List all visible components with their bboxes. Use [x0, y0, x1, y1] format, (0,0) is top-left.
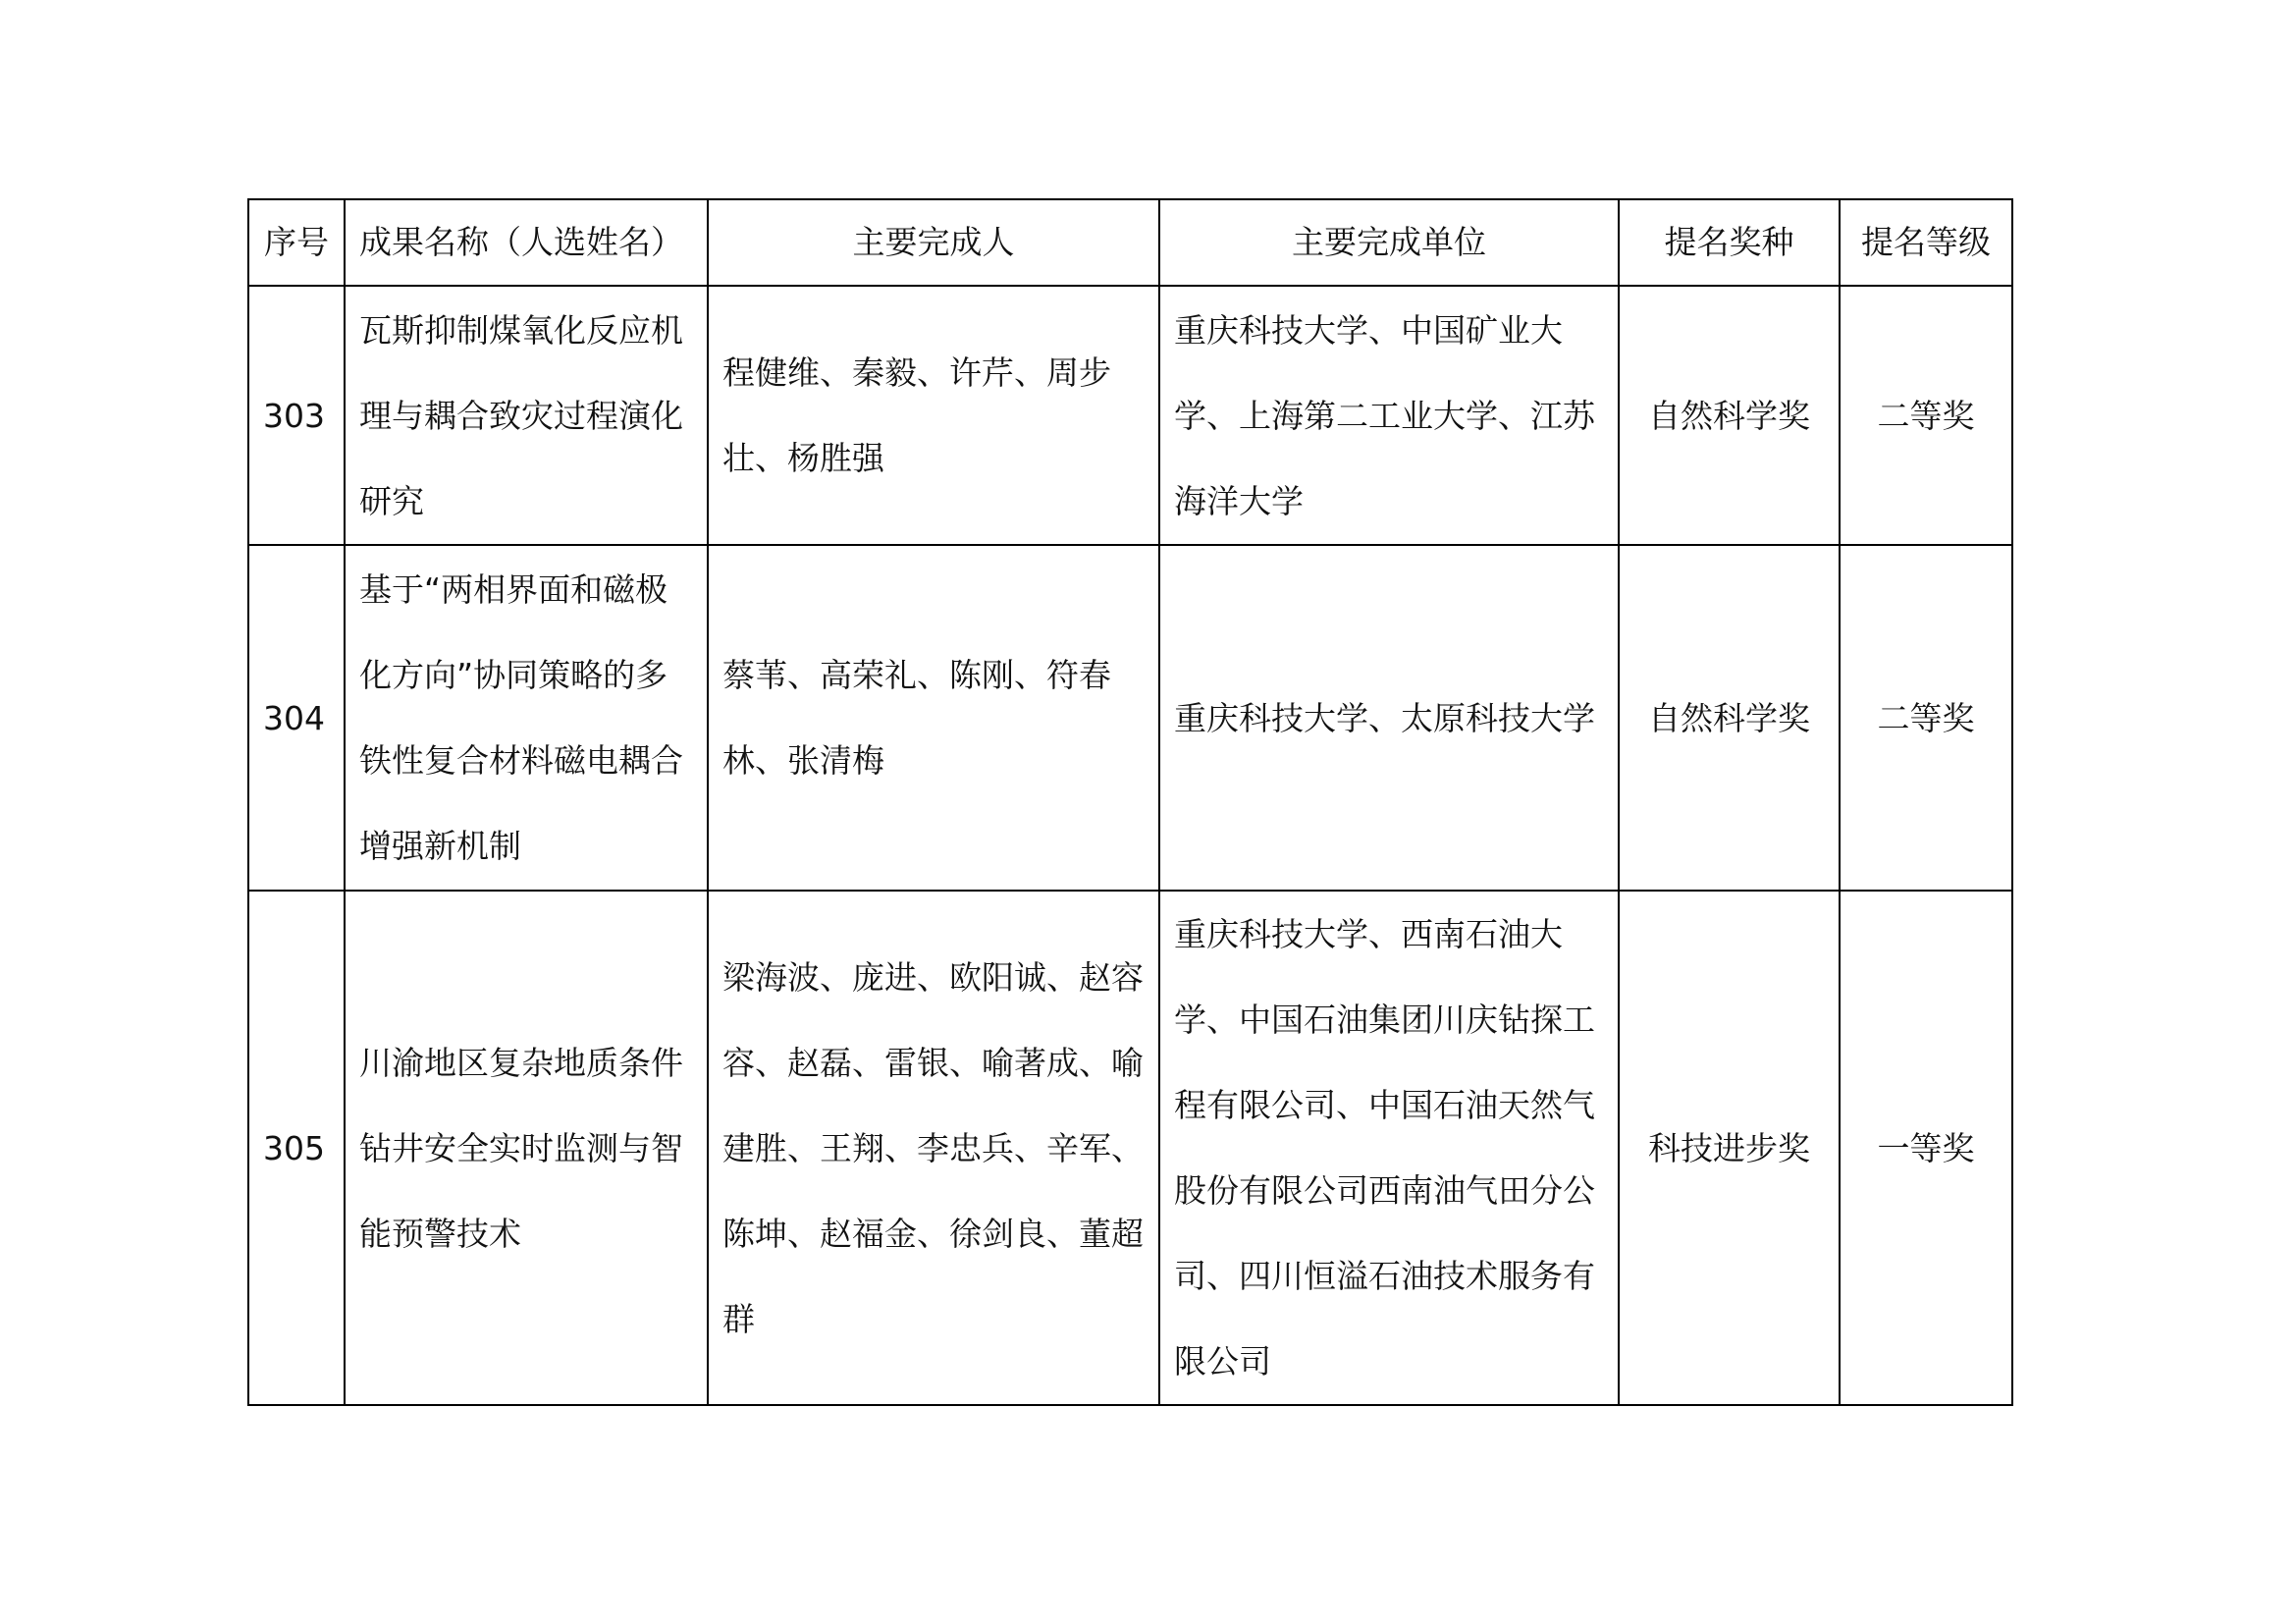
table-row	[248, 891, 2012, 1405]
table-row	[248, 286, 2012, 545]
cell-seq: 305	[248, 891, 345, 1405]
cell-achievement-name: 川渝地区复杂地质条件钻井安全实时监测与智能预警技术	[345, 891, 708, 1405]
table-row	[248, 545, 2012, 891]
cell-main-persons: 程健维、秦毅、许芹、周步壮、杨胜强	[708, 286, 1159, 545]
cell-seq: 304	[248, 545, 345, 891]
header-award-level: 提名等级	[1840, 199, 2012, 286]
award-nomination-table	[247, 198, 2013, 1406]
header-main-persons: 主要完成人	[708, 199, 1159, 286]
cell-achievement-name: 瓦斯抑制煤氧化反应机理与耦合致灾过程演化研究	[345, 286, 708, 545]
cell-award-level: 二等奖	[1840, 545, 2012, 891]
cell-award-type: 科技进步奖	[1619, 891, 1840, 1405]
cell-seq: 303	[248, 286, 345, 545]
cell-main-persons: 梁海波、庞进、欧阳诚、赵容容、赵磊、雷银、喻著成、喻建胜、王翔、李忠兵、辛军、陈坤、赵福金、徐剑良、董超群	[708, 891, 1159, 1405]
cell-achievement-name: 基于“两相界面和磁极化方向”协同策略的多铁性复合材料磁电耦合增强新机制	[345, 545, 708, 891]
cell-main-units: 重庆科技大学、西南石油大学、中国石油集团川庆钻探工程有限公司、中国石油天然气股份有限公司西南油气田分公司、四川恒溢石油技术服务有限公司	[1159, 891, 1619, 1405]
cell-award-level: 一等奖	[1840, 891, 2012, 1405]
cell-award-type: 自然科学奖	[1619, 286, 1840, 545]
header-main-units: 主要完成单位	[1159, 199, 1619, 286]
header-award-type: 提名奖种	[1619, 199, 1840, 286]
header-achievement-name: 成果名称（人选姓名）	[345, 199, 708, 286]
cell-award-type: 自然科学奖	[1619, 545, 1840, 891]
cell-main-persons: 蔡苇、高荣礼、陈刚、符春林、张清梅	[708, 545, 1159, 891]
cell-award-level: 二等奖	[1840, 286, 2012, 545]
cell-main-units: 重庆科技大学、中国矿业大学、上海第二工业大学、江苏海洋大学	[1159, 286, 1619, 545]
header-seq: 序号	[248, 199, 345, 286]
cell-main-units: 重庆科技大学、太原科技大学	[1159, 545, 1619, 891]
table-header-row	[248, 199, 2012, 286]
